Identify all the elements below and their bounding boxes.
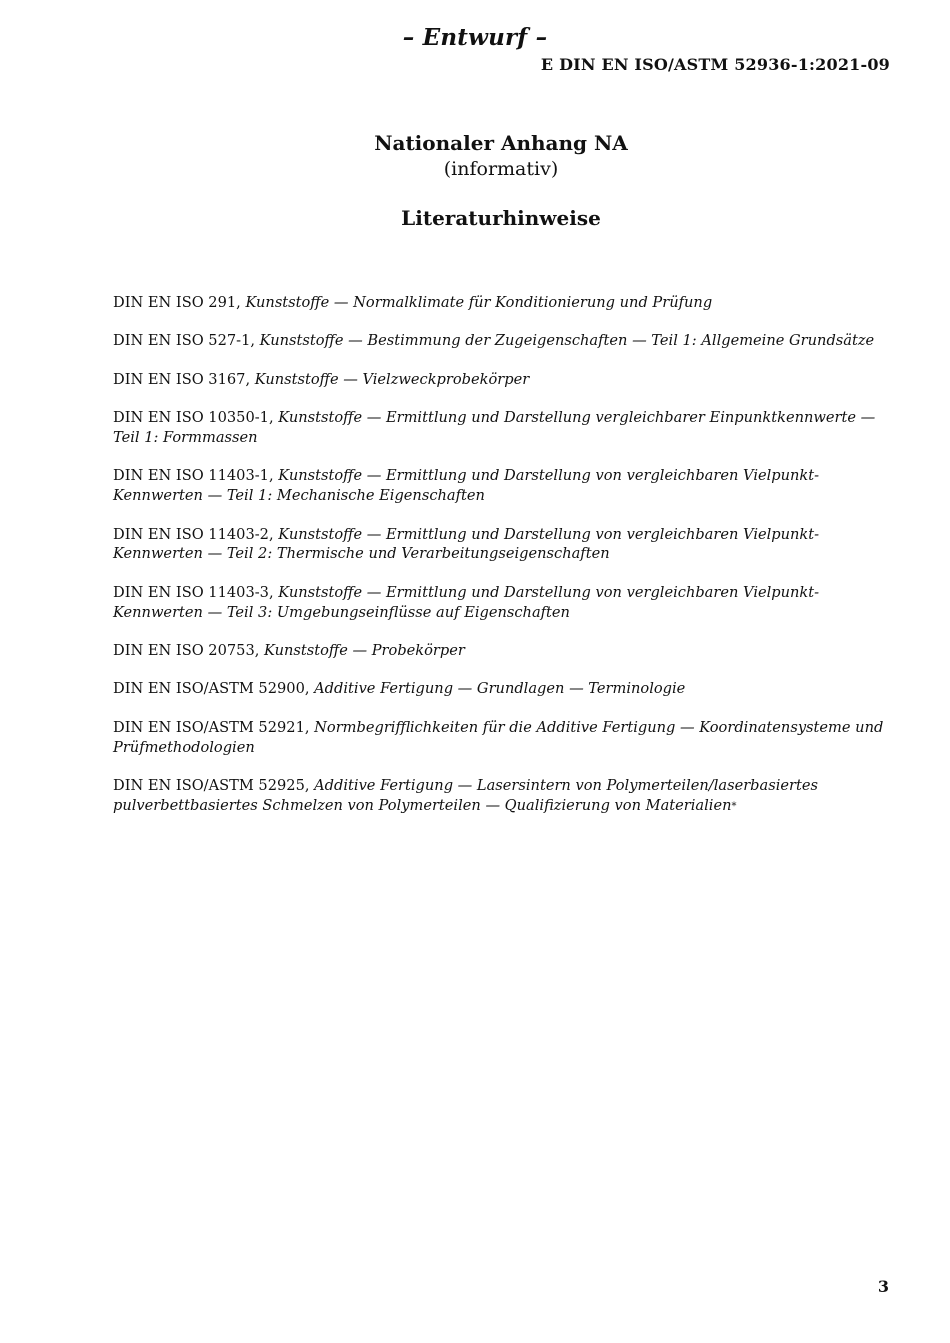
- reference-title: Kunststoffe — Bestimmung der Zugeigenschaften — Teil 1: Allgemeine Grundsätze: [259, 332, 875, 350]
- reference-title: Kunststoffe — Normalklimate für Konditionierung und Prüfung: [245, 294, 713, 311]
- reference-designation: DIN EN ISO/ASTM 52921: [113, 718, 305, 736]
- reference-item: [113, 641, 888, 661]
- reference-separator: ,: [236, 294, 246, 311]
- reference-item: [113, 331, 888, 351]
- reference-designation: DIN EN ISO 11403-3: [113, 583, 269, 601]
- reference-designation: DIN EN ISO 20753: [113, 641, 255, 659]
- reference-separator: ,: [304, 718, 315, 736]
- reference-title: Kunststoffe — Ermittlung und Darstellung von vergleichbaren Vielpunkt-Kennwerten — Teil 1: Mechanische Eigenschaften: [113, 467, 820, 505]
- reference-separator: ,: [245, 370, 255, 388]
- footnote-marker: *: [731, 800, 737, 812]
- reference-item: [113, 583, 888, 623]
- reference-separator: ,: [254, 641, 265, 659]
- reference-designation: DIN EN ISO 291: [113, 294, 237, 311]
- reference-item: [113, 525, 888, 565]
- reference-designation: DIN EN ISO/ASTM 52900: [113, 680, 305, 698]
- reference-separator: ,: [250, 332, 260, 350]
- page-number: 3: [877, 1277, 889, 1296]
- draft-mark: – Entwurf –: [402, 24, 548, 51]
- reference-designation: DIN EN ISO 11403-1: [113, 467, 269, 485]
- reference-item: [113, 776, 888, 817]
- reference-title: Additive Fertigung — Grundlagen — Terminologie: [314, 680, 686, 698]
- reference-separator: ,: [268, 583, 279, 601]
- annex-title: Nationaler Anhang NA: [374, 131, 628, 155]
- reference-designation: DIN EN ISO 527-1: [113, 332, 251, 350]
- reference-designation: DIN EN ISO 10350-1: [113, 409, 269, 427]
- reference-separator: ,: [268, 525, 279, 543]
- reference-title: Kunststoffe — Ermittlung und Darstellung von vergleichbaren Vielpunkt-Kennwerten — Teil 2: Thermische und Verarbeitungseigenschaften: [113, 525, 820, 563]
- reference-item: [113, 408, 888, 448]
- reference-designation: DIN EN ISO/ASTM 52925: [113, 776, 305, 794]
- reference-title: Kunststoffe — Vielzweckprobekörper: [254, 370, 530, 388]
- reference-title: Normbegrifflichkeiten für die Additive Fertigung — Koordinatensysteme und Prüfmethodologien: [113, 718, 884, 756]
- reference-item: [113, 466, 888, 506]
- reference-separator: ,: [304, 680, 315, 698]
- reference-separator: ,: [304, 776, 315, 794]
- reference-item: [113, 718, 888, 758]
- section-title: Literaturhinweise: [401, 206, 601, 230]
- reference-title: Kunststoffe — Probekörper: [264, 641, 465, 659]
- reference-separator: ,: [268, 409, 279, 427]
- reference-designation: DIN EN ISO 3167: [113, 370, 246, 388]
- reference-item: [113, 679, 888, 699]
- reference-title: Additive Fertigung — Lasersintern von Polymerteilen/laserbasiertes pulverbettbasiertes Schmelzen von Polymerteilen — Qualifizierung von Materialien: [113, 776, 818, 814]
- reference-separator: ,: [268, 467, 279, 485]
- reference-item: [113, 293, 888, 313]
- reference-title: Kunststoffe — Ermittlung und Darstellung vergleichbarer Einpunktkennwerte — Teil 1: Formmassen: [113, 409, 876, 446]
- document-id: E DIN EN ISO/ASTM 52936-1:2021-09: [540, 55, 890, 74]
- reference-list: [113, 293, 888, 835]
- annex-subtitle: (informativ): [443, 158, 559, 180]
- reference-designation: DIN EN ISO 11403-2: [113, 525, 269, 543]
- reference-item: [113, 370, 888, 390]
- reference-title: Kunststoffe — Ermittlung und Darstellung von vergleichbaren Vielpunkt-Kennwerten — Teil 3: Umgebungseinflüsse auf Eigenschaften: [113, 583, 820, 621]
